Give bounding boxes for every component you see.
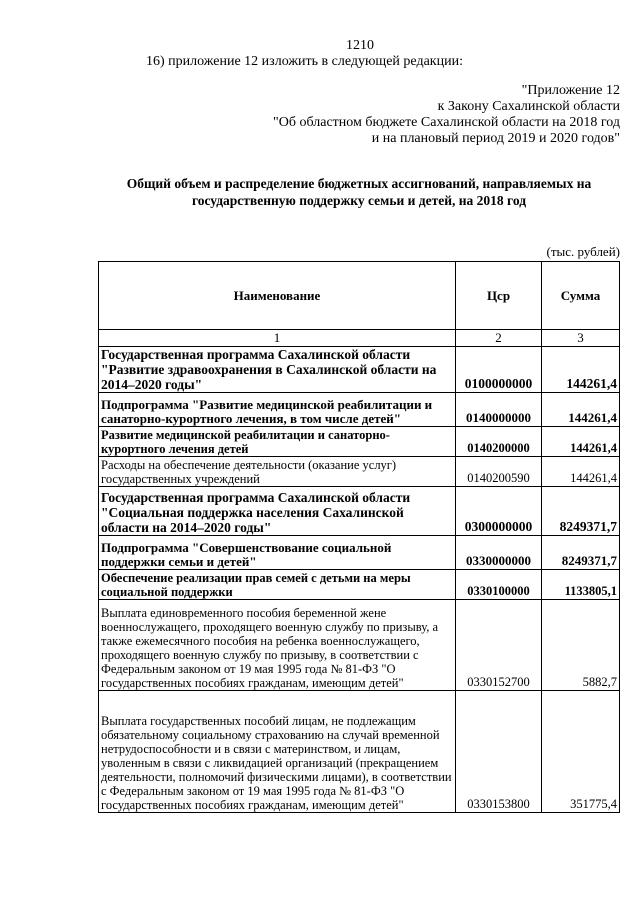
column-number: 2: [456, 330, 542, 347]
row-code: 0330153800: [456, 691, 542, 813]
appendix-line-4: и на плановый период 2019 и 2020 годов": [371, 131, 620, 146]
appendix-line-1: "Приложение 12: [521, 83, 620, 98]
row-code: 0140000000: [456, 393, 542, 427]
title-line-1: Общий объем и распределение бюджетных ассигнований, направляемых на: [126, 176, 592, 191]
table-row: [99, 487, 620, 536]
row-code: 0300000000: [456, 487, 542, 536]
row-sum: 144261,4: [542, 347, 620, 393]
table-row: [99, 570, 620, 600]
row-sum: 351775,4: [542, 691, 620, 813]
table-row: [99, 393, 620, 427]
row-sum: 8249371,7: [542, 487, 620, 536]
document-title: [120, 175, 598, 209]
row-name: Подпрограмма "Совершенствование социальной поддержки семьи и детей": [99, 536, 456, 570]
title-line-2: государственную поддержку семьи и детей, на 2018 год: [191, 193, 527, 208]
table-row: [99, 457, 620, 487]
table-row: [99, 691, 620, 813]
row-name: Государственная программа Сахалинской области "Социальная поддержка населения Сахалинской области на 2014–2020 годы": [99, 487, 456, 536]
header-code: Цср: [456, 262, 542, 330]
row-code: 0330100000: [456, 570, 542, 600]
table-header-row: [99, 262, 620, 330]
row-code: 0140200590: [456, 457, 542, 487]
amendment-intro: 16) приложение 12 изложить в следующей редакции:: [146, 54, 463, 69]
row-code: 0330152700: [456, 600, 542, 691]
row-name: Развитие медицинской реабилитации и санаторно-курортного лечения детей: [99, 427, 456, 457]
column-number: 1: [99, 330, 456, 347]
header-name: Наименование: [99, 262, 456, 330]
row-name: Государственная программа Сахалинской области "Развитие здравоохранения в Сахалинской области на 2014–2020 годы": [99, 347, 456, 393]
row-sum: 144261,4: [542, 427, 620, 457]
table-row: [99, 427, 620, 457]
units-label: (тыс. рублей): [546, 244, 620, 259]
row-name: Расходы на обеспечение деятельности (оказание услуг) государственных учреждений: [99, 457, 456, 487]
page-number: 1210: [346, 38, 374, 53]
row-code: 0330000000: [456, 536, 542, 570]
row-code: 0100000000: [456, 347, 542, 393]
column-numbering-row: [99, 330, 620, 347]
row-name: Выплата государственных пособий лицам, не подлежащим обязательному социальному страхованию на случай временной нетрудоспособности и в связи с материнством, и лицам, уволенным в связи с ликвидацией организаций (прекращением деятельности, полномочий физическими лицами), в соответствии с Федеральным законом от 19 мая 1995 года № 81-ФЗ "О государственных пособиях гражданам, имеющим детей": [99, 691, 456, 813]
row-name: Подпрограмма "Развитие медицинской реабилитации и санаторно-курортного лечения, в том числе детей": [99, 393, 456, 427]
table-row: [99, 536, 620, 570]
row-sum: 144261,4: [542, 393, 620, 427]
row-name: Выплата единовременного пособия беременной жене военнослужащего, проходящего военную службу по призыву, а также ежемесячного пособия на ребенка военнослужащего, проходящего военную службу по призыву, в соответствии с Федеральным законом от 19 мая 1995 года № 81-ФЗ "О государственных пособиях гражданам, имеющим детей": [99, 600, 456, 691]
row-name: Обеспечение реализации прав семей с детьми на меры социальной поддержки: [99, 570, 456, 600]
table-row: [99, 600, 620, 691]
row-sum: 8249371,7: [542, 536, 620, 570]
row-sum: 5882,7: [542, 600, 620, 691]
row-code: 0140200000: [456, 427, 542, 457]
row-sum: 1133805,1: [542, 570, 620, 600]
budget-table: [98, 261, 620, 813]
appendix-line-2: к Закону Сахалинской области: [437, 99, 620, 114]
table-row: [99, 347, 620, 393]
row-sum: 144261,4: [542, 457, 620, 487]
header-sum: Сумма: [542, 262, 620, 330]
appendix-header: [273, 83, 620, 147]
appendix-line-3: "Об областном бюджете Сахалинской области на 2018 год: [273, 115, 620, 130]
column-number: 3: [542, 330, 620, 347]
